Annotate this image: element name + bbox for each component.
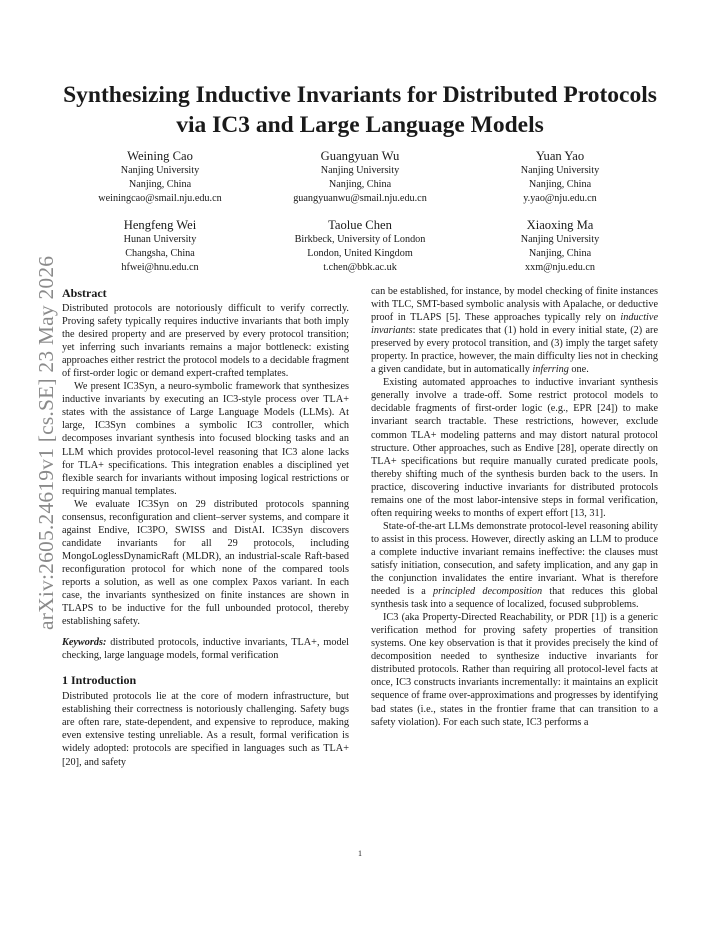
author-location: Nanjing, China	[528, 248, 592, 260]
author-affiliation: Nanjing University	[320, 165, 400, 176]
author-location: London, United Kingdom	[307, 248, 413, 260]
author-name: Taolue Chen	[328, 218, 392, 232]
author-block	[62, 148, 258, 207]
author-name: Yuan Yao	[535, 149, 585, 163]
author-name: Guangyuan Wu	[320, 149, 400, 163]
intro-paragraph: can be established, for instance, by model checking of finite instances with TLC, SMT-based symbolic analysis with Apalache, or deductive proof in TLAPS [5]. These approaches typically rely on inductive invariants: state predicates that (1) hold in every initial state, (2) are preserved by every protocol transition, and (3) imply the target safety property. In practice, however, the main difficulty lies not in checking a given candidate, but in automatically inferring one.	[371, 286, 658, 376]
abstract-paragraph: We present IC3Syn, a neuro-symbolic framework that synthesizes inductive invariants by executing an IC3-style process over TLA+ states with the assistance of Large Language Models (LLMs). At large, IC3Syn combines a symbolic IC3 controller, which decomposes invariant synthesis into focused blocking tasks and an LLM which provides protocol-level reasoning that IC3 alone lacks for TLA+ specifications. This integration enables a disciplined yet flexible search for invariants without imposing logical restrictions or requiring manual templates.	[62, 381, 349, 497]
author-email: xxm@nju.edu.cn	[525, 262, 595, 274]
abstract-paragraph: Distributed protocols are notoriously difficult to verify correctly. Proving safety typically requires inductive invariants that both imply the desired property and are preserved by every protocol transition; yet inferring such invariants remains a major bottleneck: existing approaches either restrict the protocol models to a decidable fragment of first-order logic or demand expert-crafted templates.	[62, 303, 349, 380]
author-block	[262, 148, 458, 207]
author-email: guangyuanwu@smail.nju.edu.cn	[293, 193, 427, 205]
intro-paragraph: State-of-the-art LLMs demonstrate protocol-level reasoning ability to assist in this process. However, directly asking an LLM to produce a complete inductive invariant remains ineffective: the clauses must satisfy initiation, consecution, and safety implication, and any gap in the conjunction invalidates the entire invariant. What is therefore needed is a principled decomposition that reduces this global synthesis task into a sequence of localized, focused subproblems.	[371, 520, 658, 611]
author-block	[462, 148, 658, 207]
author-email: y.yao@nju.edu.cn	[523, 193, 597, 205]
author-block	[62, 217, 258, 276]
left-column	[62, 285, 349, 769]
arxiv-sidebar-stamp: arXiv:2605.24619v1 [cs.SE] 23 May 2026	[34, 255, 58, 630]
right-column	[371, 285, 658, 729]
intro-paragraph: IC3 (aka Property-Directed Reachability, or PDR [1]) is a generic verification method for proving safety properties of transition systems. One key observation is that it provides precisely the kind of decomposition needed to synthesize inductive invariants for distributed protocols. Rather than requiring all protocol-level facts at once, IC3 constructs invariants incrementally: it maintains an explicit sequence of frame over-approximations and progresses by identifying bad states (i.e., states in the frontier frame that can transition to a safety violation). For each such state, IC3 performs a	[371, 612, 658, 728]
author-email: t.chen@bbk.ac.uk	[323, 262, 397, 274]
author-location: Nanjing, China	[528, 179, 592, 191]
intro-paragraph: Distributed protocols lie at the core of modern infrastructure, but establishing their correctness is notoriously challenging. Safety bugs are often rare, state-dependent, and expensive to reproduce, making even extensive testing unreliable. As a result, formal verification is widely adopted: protocols are specified in languages such as TLA+ [20], and safety	[62, 691, 349, 768]
author-name: Weining Cao	[127, 149, 193, 163]
keywords	[62, 636, 349, 662]
author-name: Xiaoxing Ma	[526, 218, 594, 232]
author-block	[262, 217, 458, 276]
author-affiliation: Nanjing University	[120, 165, 200, 176]
author-affiliation: Nanjing University	[520, 234, 600, 245]
paper-title: Synthesizing Inductive Invariants for Distributed Protocols via IC3 and Large Language Models	[63, 82, 657, 138]
author-location: Nanjing, China	[128, 179, 192, 191]
author-location: Changsha, China	[125, 248, 195, 260]
abstract-paragraph: We evaluate IC3Syn on 29 distributed protocols spanning consensus, reconfiguration and client–server systems, and compare it against Endive, IC3PO, SWISS and DistAI. IC3Syn discovers candidate invariants for all 29 protocols, including MongoLoglessDynamicRaft (MLDR), an industrial-scale Raft-based reconfiguration protocol for which none of the compared tools reports a solution, as well as one complex Paxos variant. In each case, the invariants synthesized on finite instances are shown in TLAPS to be inductive for the full unbounded protocol, thereby establishing safety.	[62, 498, 349, 628]
keywords-text: distributed protocols, inductive invariants, TLA+, model checking, large language models, formal verification	[62, 637, 349, 662]
author-block	[462, 217, 658, 276]
author-row-1	[62, 148, 658, 207]
author-location: Nanjing, China	[328, 179, 392, 191]
abstract-heading: Abstract	[62, 286, 107, 300]
author-affiliation: Hunan University	[123, 234, 197, 245]
author-email: hfwei@hnu.edu.cn	[121, 262, 199, 274]
keywords-label: Keywords:	[62, 637, 107, 649]
section-heading-introduction: 1 Introduction	[62, 673, 137, 688]
author-name: Hengfeng Wei	[123, 218, 197, 232]
page-number: 1	[358, 849, 362, 858]
author-email: weiningcao@smail.nju.edu.cn	[98, 193, 222, 205]
author-affiliation: Birkbeck, University of London	[294, 234, 426, 245]
author-affiliation: Nanjing University	[520, 165, 600, 176]
author-row-2	[62, 217, 658, 276]
intro-paragraph: Existing automated approaches to inductive invariant synthesis generally involve a trade-off. Some restrict protocol models to decidable fragments of first-order logic (e.g., EPR [24]) to make invariant search tractable. These restrictions, however, exclude common TLA+ modeling patterns and may distort natural protocol structure. Other approaches, such as Endive [28], operate directly on TLA+ specifications but require manually curated predicate pools, thereby shifting much of the synthesis burden back to the users. In practice, discovering inductive invariants for distributed protocols remains one of the most labor-intensive steps in formal verification, often requiring weeks to months of expert effort [13, 31].	[371, 377, 658, 519]
